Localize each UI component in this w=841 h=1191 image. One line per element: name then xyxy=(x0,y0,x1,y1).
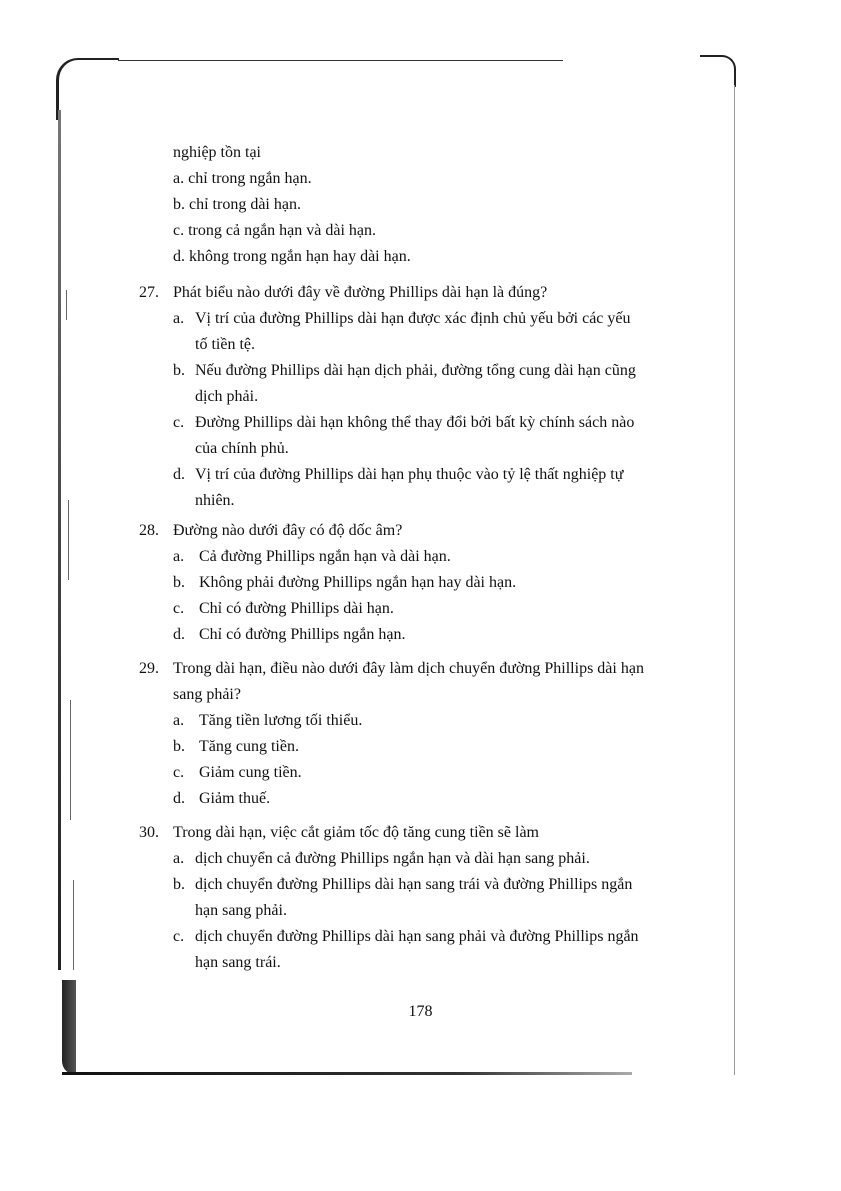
option-letter: a. xyxy=(173,548,185,565)
top-rule xyxy=(118,60,563,61)
option-text-cont: hạn sang phải. xyxy=(195,902,287,919)
option-b: b. chỉ trong dài hạn. xyxy=(173,196,301,213)
scan-mark xyxy=(68,500,69,580)
option-letter: a. xyxy=(173,310,185,327)
option-letter: c. xyxy=(173,928,185,945)
option-letter: d. xyxy=(173,466,185,483)
option-letter: c. xyxy=(173,600,185,617)
option-text: Đường Phillips dài hạn không thể thay đổi bởi bất kỳ chính sách nào xyxy=(195,414,635,431)
option-letter: b. xyxy=(173,876,185,893)
question-number: 30. xyxy=(139,824,159,841)
page-number: 178 xyxy=(408,1003,433,1020)
scan-spine-shadow xyxy=(62,980,76,1075)
question-stem: Trong dài hạn, việc cắt giảm tốc độ tăng cung tiền sẽ làm xyxy=(173,824,539,841)
question-number: 29. xyxy=(139,660,159,677)
question-stem: Đường nào dưới đây có độ dốc âm? xyxy=(173,522,403,539)
option-letter: d. xyxy=(173,626,185,643)
scan-mark xyxy=(66,290,67,320)
option-letter: a. xyxy=(173,850,185,867)
option-text-cont: tố tiền tệ. xyxy=(195,336,255,353)
option-text: dịch chuyển cả đường Phillips ngắn hạn và dài hạn sang phải. xyxy=(195,850,590,867)
option-text-cont: nhiên. xyxy=(195,492,235,509)
option-text: Giảm cung tiền. xyxy=(199,764,302,781)
option-text: Vị trí của đường Phillips dài hạn được xác định chủ yếu bởi các yếu xyxy=(195,310,631,327)
scan-edge-curve xyxy=(56,58,119,120)
option-text: Cả đường Phillips ngắn hạn và dài hạn. xyxy=(199,548,451,565)
scan-left-edge xyxy=(58,110,61,970)
scan-right-edge xyxy=(734,85,735,1075)
carry-over-text: nghiệp tồn tại xyxy=(173,144,261,161)
question-stem: Phát biểu nào dưới đây về đường Phillips dài hạn là đúng? xyxy=(173,284,548,301)
option-letter: c. xyxy=(173,764,185,781)
option-letter: b. xyxy=(173,362,185,379)
option-d: d. không trong ngắn hạn hay dài hạn. xyxy=(173,248,411,265)
scan-mark xyxy=(70,700,71,820)
option-a: a. chỉ trong ngắn hạn. xyxy=(173,170,312,187)
option-letter: b. xyxy=(173,738,185,755)
option-text: Tăng tiền lương tối thiểu. xyxy=(199,712,363,729)
option-letter: a. xyxy=(173,712,185,729)
option-text: Không phải đường Phillips ngắn hạn hay dài hạn. xyxy=(199,574,517,591)
option-text-cont: của chính phủ. xyxy=(195,440,289,457)
scan-edge-hook xyxy=(700,55,736,87)
question-number: 27. xyxy=(139,284,159,301)
option-text-cont: hạn sang trái. xyxy=(195,954,281,971)
question-stem-cont: sang phải? xyxy=(173,686,241,703)
question-stem: Trong dài hạn, điều nào dưới đây làm dịch chuyển đường Phillips dài hạn xyxy=(173,660,644,677)
option-text: Chỉ có đường Phillips ngắn hạn. xyxy=(199,626,406,643)
scan-mark xyxy=(73,880,74,970)
bottom-rule xyxy=(62,1072,632,1075)
option-text: Tăng cung tiền. xyxy=(199,738,299,755)
option-text: Giảm thuế. xyxy=(199,790,271,807)
option-letter: b. xyxy=(173,574,185,591)
option-letter: d. xyxy=(173,790,185,807)
option-text: Vị trí của đường Phillips dài hạn phụ thuộc vào tỷ lệ thất nghiệp tự xyxy=(195,466,624,483)
option-text: Chỉ có đường Phillips dài hạn. xyxy=(199,600,394,617)
option-text: Nếu đường Phillips dài hạn dịch phải, đường tổng cung dài hạn cũng xyxy=(195,362,636,379)
question-number: 28. xyxy=(139,522,159,539)
option-c: c. trong cả ngắn hạn và dài hạn. xyxy=(173,222,377,239)
option-text: dịch chuyển đường Phillips dài hạn sang phải và đường Phillips ngắn xyxy=(195,928,639,945)
option-text-cont: dịch phải. xyxy=(195,388,259,405)
option-text: dịch chuyển đường Phillips dài hạn sang trái và đường Phillips ngắn xyxy=(195,876,633,893)
option-letter: c. xyxy=(173,414,185,431)
